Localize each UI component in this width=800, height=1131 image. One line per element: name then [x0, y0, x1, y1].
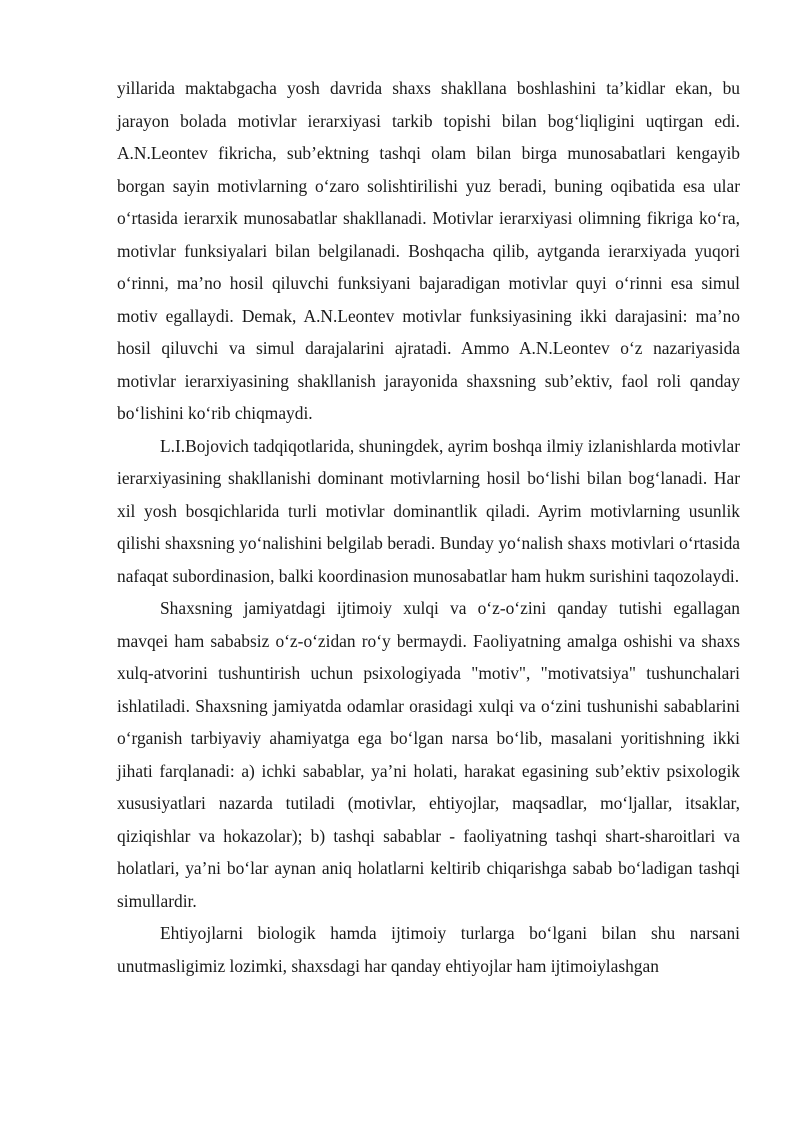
paragraph-bojovich: L.I.Bojovich tadqiqotlarida, shuningdek, ayrim boshqa ilmiy izlanishlarda motivlar ierarxiyasining shakllanishi dominant motivlarning hosil bo‘lishi bilan bog‘lanadi. Har xil yosh bosqichlarida turli motivlar dominantlik qiladi. Ayrim motivlarning usunlik qilishi shaxsning yo‘nalishini belgilab beradi. Bunday yo‘nalish shaxs motivlari o‘rtasida nafaqat subordinasion, balki koordinasion munosabatlar ham hukm surishini taqozolaydi.: [117, 435, 740, 586]
paragraph-continuation: yillarida maktabgacha yosh davrida shaxs shakllana boshlashini ta’kidlar ekan, bu jarayon bolada motivlar ierarxiyasi tarkib topishi bilan bog‘liqligini uqtirgan edi. A.N.Leontev fikricha, sub’ektning tashqi olam bilan birga munosabatlari kengayib borgan sayin motivlarning o‘zaro solishtirilishi yuz beradi, buning oqibatida esa ular o‘rtasida ierarxik munosabatlar shakllanadi. Motivlar ierarxiyasi olimning fikriga ko‘ra, motivlar funksiyalari bilan belgilanadi. Boshqacha qilib, aytganda ierarxiyada yuqori o‘rinni, ma’no hosil qiluvchi funksiyani bajaradigan motivlar quyi o‘rinni esa simul motiv egallaydi. Demak, A.N.Leontev motivlar funksiyasining ikki darajasini: ma’no hosil qiluvchi va simul darajalarini ajratadi. Ammo A.N.Leontev o‘z nazariyasida motivlar ierarxiyasining shakllanish jarayonida shaxsning sub’ektiv, faol roli qanday bo‘lishini ko‘rib chiqmaydi.: [117, 78, 740, 423]
paragraph-social-behavior: Shaxsning jamiyatdagi ijtimoiy xulqi va o‘z-o‘zini qanday tutishi egallagan mavqei ham sababsiz o‘z-o‘zidan ro‘y bermaydi. Faoliyatning amalga oshishi va shaxs xulq-atvorini tushuntirish uchun psixologiyada "motiv", "motivatsiya" tushunchalari ishlatiladi. Shaxsning jamiyatda odamlar orasidagi xulqi va o‘zini tushunishi sabablarini o‘rganish tarbiyaviy ahamiyatga ega bo‘lgan narsa bo‘lib, masalani yoritishning ikki jihati farqlanadi: a) ichki sabablar, ya’ni holati, harakat egasining sub’ektiv psixologik xususiyatlari nazarda tutiladi (motivlar, ehtiyojlar, maqsadlar, mo‘ljallar, itsaklar, qiziqishlar va hokazolar); b) tashqi sabablar - faoliyatning tashqi shart-sharoitlari va holatlari, ya’ni bo‘lar aynan aniq holatlarni keltirib chiqarishga sabab bo‘ladigan tashqi simullardir.: [117, 598, 740, 911]
document-page: [117, 72, 740, 982]
paragraph-needs: Ehtiyojlarni biologik hamda ijtimoiy turlarga bo‘lgani bilan shu narsani unutmasligimiz lozimki, shaxsdagi har qanday ehtiyojlar ham ijtimoiylashgan: [117, 923, 740, 976]
